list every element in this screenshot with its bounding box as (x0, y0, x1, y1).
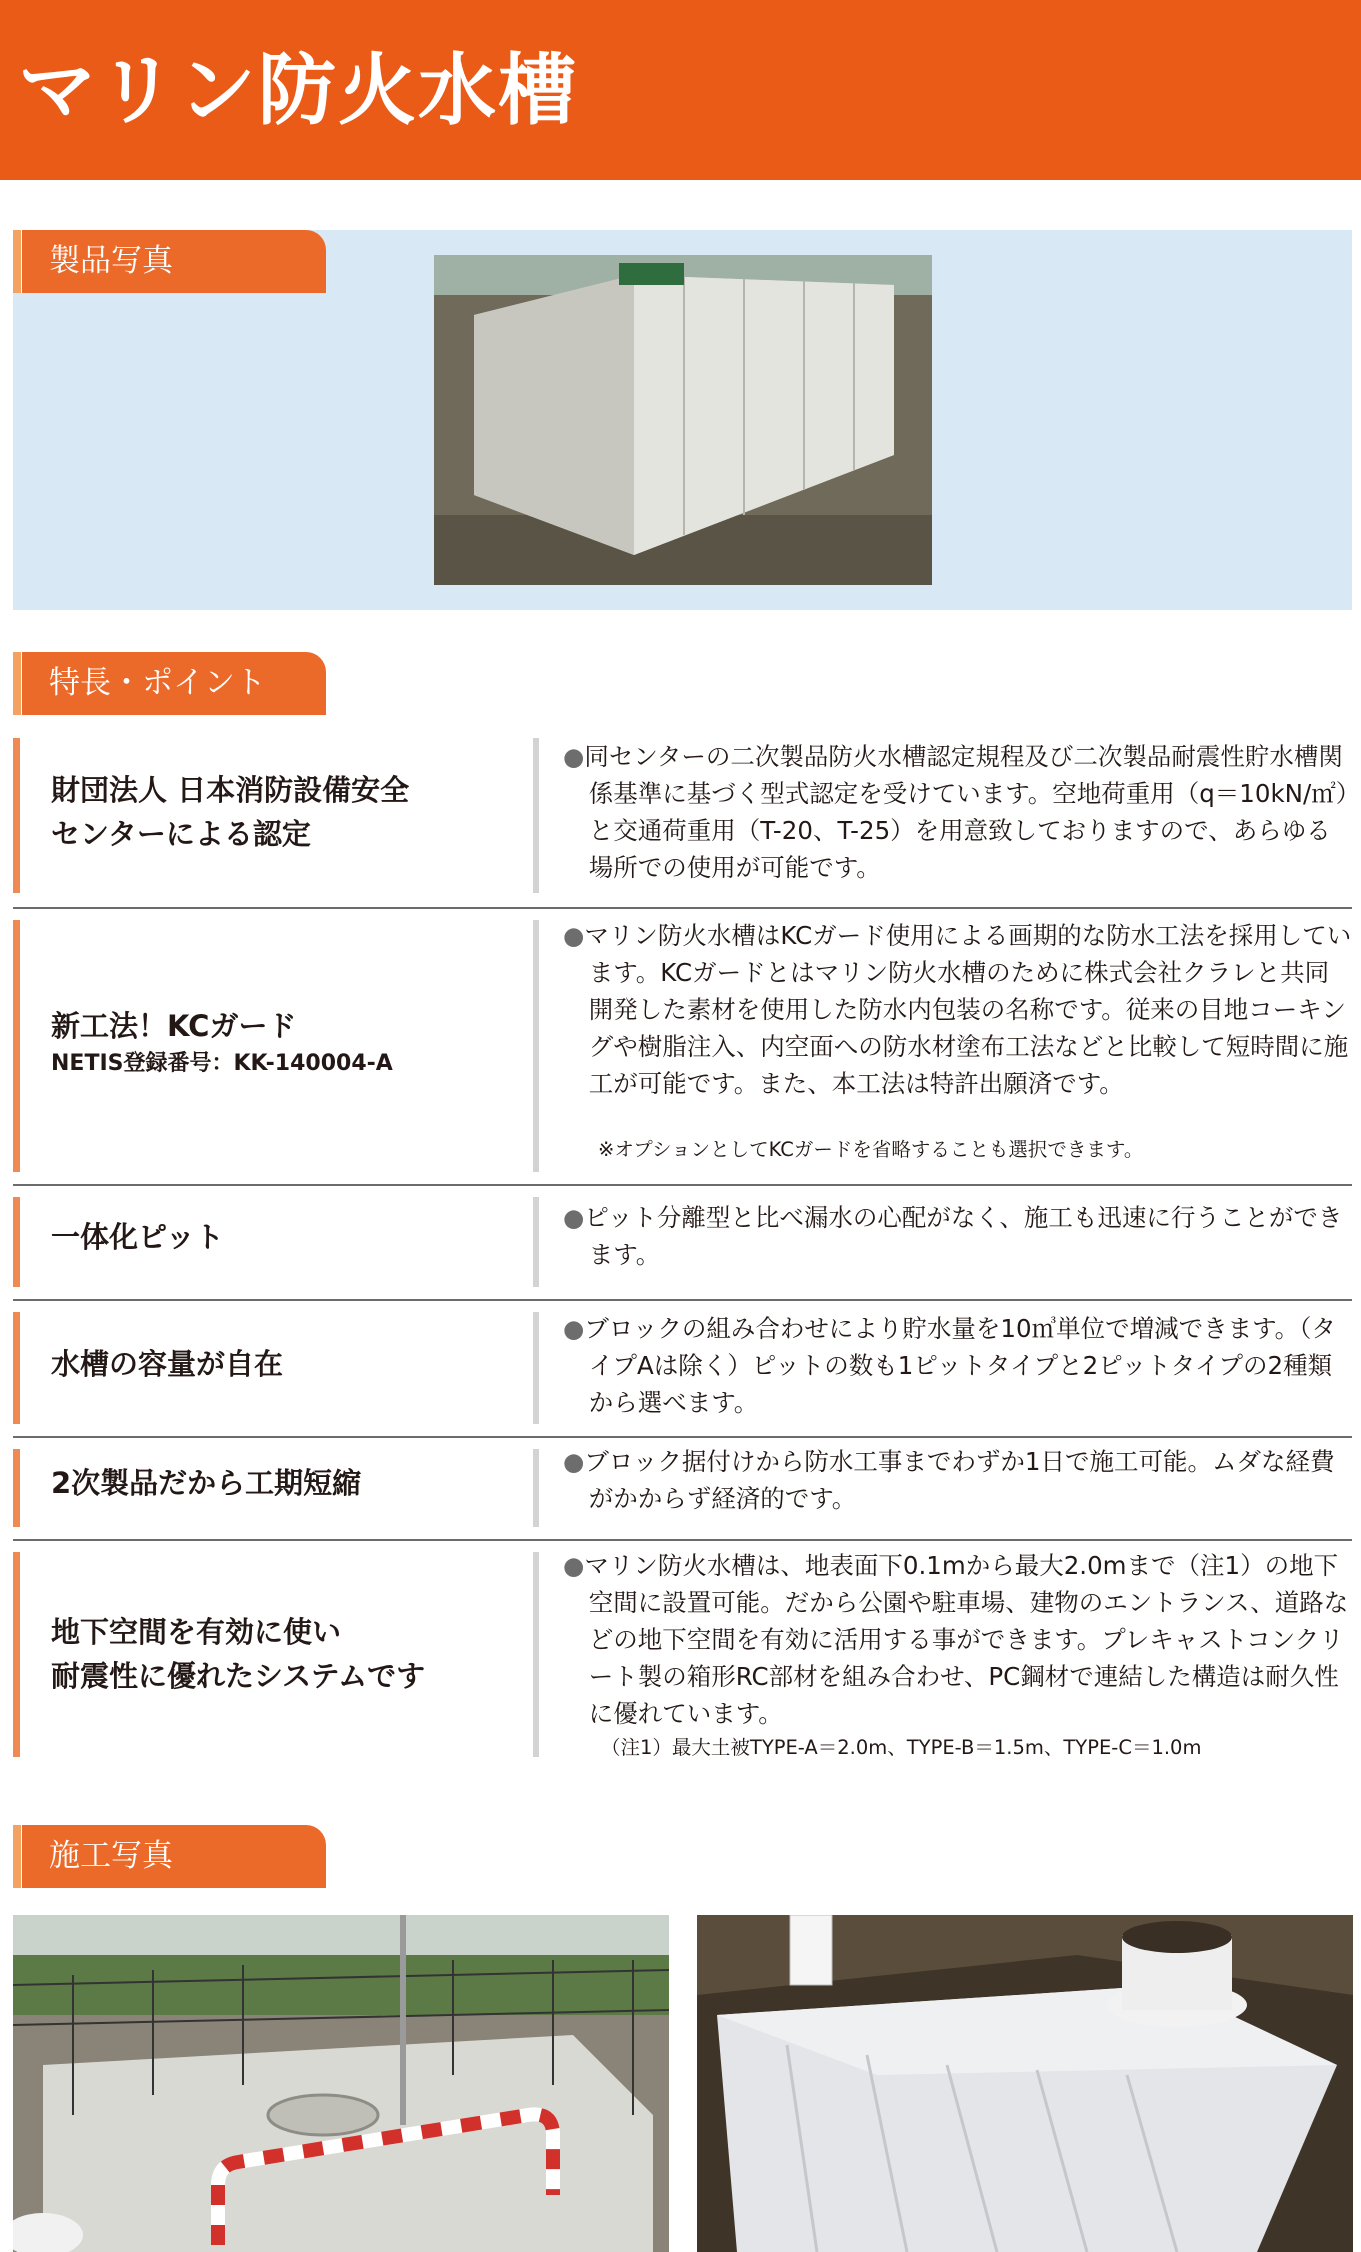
feature-description: ●マリン防火水槽は、地表面下0.1mから最大2.0mまで（注1）の地下空間に設置可能。だから公園や駐車場、建物のエントランス、道路などの地下空間を有効に活用する事ができます。プレキャストコンクリート製の箱形RC部材を組み合わせ、PC鋼材で連結した構造は耐久性に優れています。 (563, 1551, 1349, 1728)
page-title: マリン防火水槽 (18, 45, 579, 136)
feature-accent (13, 738, 20, 893)
section-label: 製品写真 (49, 243, 173, 279)
feature-row-capacity (13, 1302, 1352, 1434)
tab-accent-bar (13, 652, 21, 715)
row-separator (13, 1184, 1352, 1186)
feature-accent (13, 1449, 20, 1527)
feature-accent (13, 1197, 20, 1287)
feature-description: ●ピット分離型と比べ漏水の心配がなく、施工も迅速に行うことができます。 (563, 1203, 1343, 1269)
section-tab-product-photo (13, 230, 326, 293)
feature-accent (13, 1552, 20, 1757)
feature-description: ●ブロック据付けから防水工事までわずか1日で施工可能。ムダな経費がかからず経済的です。 (563, 1447, 1335, 1513)
feature-title: 新工法！KCガード NETIS登録番号：KK-140004-A (51, 1004, 393, 1080)
netis-number: NETIS登録番号：KK-140004-A (51, 1051, 393, 1076)
feature-title: 水槽の容量が自在 (51, 1347, 284, 1381)
section-tab-construction-photo (13, 1825, 326, 1888)
feature-divider (533, 1552, 539, 1757)
row-separator (13, 1436, 1352, 1438)
feature-title: 地下空間を有効に使い 耐震性に優れたシステムです (51, 1615, 426, 1693)
feature-title: 2次製品だから工期短縮 (51, 1466, 362, 1500)
section-label: 施工写真 (49, 1838, 173, 1874)
row-separator (13, 1539, 1352, 1541)
feature-divider (533, 920, 539, 1172)
section-label: 特長・ポイント (49, 665, 266, 701)
row-separator (13, 907, 1352, 909)
feature-description: ●同センターの二次製品防火水槽認定規程及び二次製品耐震性貯水槽関係基準に基づく型式認定を受けています。空地荷重用（q＝10kN/㎡）と交通荷重用（T-20、T-25）を用意致しておりますので、あらゆる場所での使用が可能です。 (563, 742, 1349, 882)
feature-row-certification (13, 728, 1352, 903)
feature-note: （注1）最大土被TYPE-A＝2.0m、TYPE-B＝1.5m、TYPE-C＝1.0m (601, 1736, 1202, 1759)
feature-title: 財団法人 日本消防設備安全 センターによる認定 (51, 773, 410, 851)
feature-note: ※オプションとしてKCガードを省略することも選択できます。 (598, 1138, 1144, 1161)
feature-title: 一体化ピット (51, 1220, 224, 1254)
tab-accent-bar (13, 1825, 21, 1888)
feature-row-kc-guard (13, 910, 1352, 1182)
construction-photo-left (13, 1915, 669, 2252)
feature-row-short-construction (13, 1439, 1352, 1537)
row-separator (13, 1299, 1352, 1301)
feature-row-integrated-pit (13, 1187, 1352, 1297)
feature-divider (533, 1312, 539, 1424)
construction-photo-right-image (697, 1915, 1353, 2252)
feature-row-underground-space (13, 1542, 1352, 1767)
feature-description: ●マリン防火水槽はKCガード使用による画期的な防水工法を採用しています。KCガードとはマリン防火水槽のために株式会社クラレと共同開発した素材を使用した防水内包装の名称です。従来の目地コーキングや樹脂注入、内空面への防水材塗布工法などと比較して短時間に施工が可能です。また、本工法は特許出願済です。 (563, 921, 1352, 1098)
product-photo (434, 255, 932, 585)
feature-description: ●ブロックの組み合わせにより貯水量を10㎥単位で増減できます。（タイプAは除く）ピットの数も1ピットタイプと2ピットタイプの2種類から選べます。 (563, 1314, 1336, 1417)
construction-photo-right (697, 1915, 1353, 2252)
construction-photo-left-image (13, 1915, 669, 2252)
feature-divider (533, 1449, 539, 1527)
page-header (0, 0, 1361, 180)
tab-accent-bar (13, 230, 21, 293)
feature-divider (533, 1197, 539, 1287)
feature-accent (13, 1312, 20, 1424)
feature-accent (13, 920, 20, 1172)
section-tab-features (13, 652, 326, 715)
product-photo-image (434, 255, 932, 585)
feature-divider (533, 738, 539, 893)
